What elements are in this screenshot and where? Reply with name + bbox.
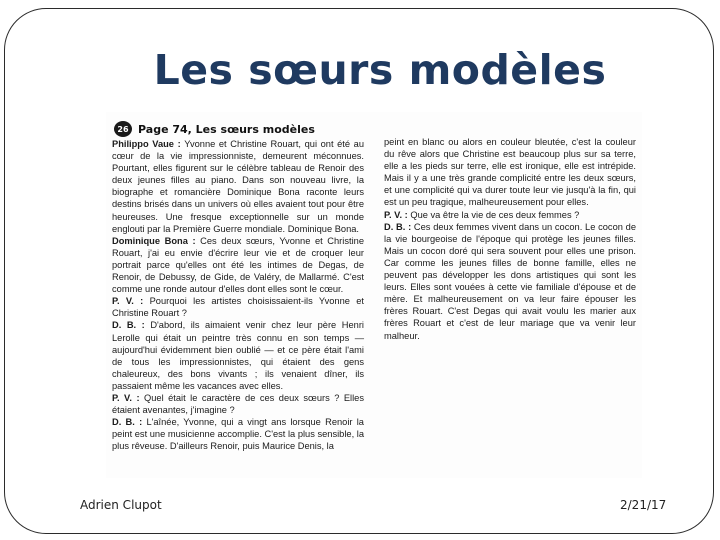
slide-title: Les sœurs modèles (153, 46, 607, 94)
speaker-label: P. V. : (384, 209, 411, 220)
transcript-paragraph (112, 138, 364, 235)
footer-author: Adrien Clupot (80, 498, 162, 512)
speaker-label: P. V. : (112, 296, 150, 307)
paragraph-text: Que va être la vie de ces deux femmes ? (410, 209, 580, 220)
paragraph-text: Yvonne et Christine Rouart, qui ont été au cœur de la vie impressionniste, demeurent méconnues. Pourtant, elles figurent sur le célèbre tableau de Renoir des deux jeunes filles au piano. Dans son nouveau livre, la biographe et romancière Dominique Bona raconte leurs destins brisés dans un univers où elles avaient tout pour être heureuses. Une fresque exceptionnelle sur un monde englouti par la Première Guerre mondiale. Dominique Bona. (112, 139, 364, 234)
paragraph-text: peint en blanc ou alors en couleur bleutée, c'est la couleur du rêve alors que Christine est beaucoup plus sur sa terre, elle a les pieds sur terre, elle est ironique, elle est intrépide. Mais il y a une très grande complicité entre les deux sœurs, et une complicité qui va durer toute leur vie jusqu'à la fin, qui est un peu tragique, malheureusement pour elles. (384, 137, 636, 208)
paragraph-text: Ces deux sœurs, Yvonne et Christine Rouart, j'ai eu envie d'écrire leur vie et de croquer leur portrait parce qu'elles ont été les intimes de Degas, de Renoir, de Debussy, de Gide, de Valéry, de Mallarmé. C'est comme une ronde autour d'elles dont elles sont le cœur. (112, 235, 364, 295)
transcript-paragraph (384, 221, 636, 342)
speaker-label: Philippo Vaue : (112, 139, 185, 149)
transcript-paragraph (112, 295, 364, 319)
transcript-paragraph (112, 235, 364, 295)
scanned-page (106, 112, 642, 478)
transcript-paragraph (384, 136, 636, 209)
transcript-paragraph (112, 416, 364, 452)
footer-date: 2/21/17 (620, 498, 667, 512)
paragraph-text: Ces deux femmes vivent dans un cocon. Le cocon de la vie bourgeoise de l'époque qui protège les jeunes filles. Mais un cocon doré qui sera souvent pour elles une prison. Car comme les jeunes filles de bonne famille, elles ne peuvent pas développer les dons artistiques qui sont les leurs. Elles sont vouées à cette vie familiale d'épouse et de mère. Et malheureusement on va leur faire épouser les frères Rouart. C'est Degas qui avait voulu les marier aux frères Rouart et c'est de leur mariage que va venir leur malheur. (384, 221, 636, 341)
text-column-left (112, 138, 364, 452)
page-reference: Page 74, Les sœurs modèles (138, 122, 315, 136)
scan-header (114, 118, 315, 140)
transcript-paragraph (384, 209, 636, 221)
exercise-number-badge: 26 (114, 121, 132, 137)
paragraph-text: Pourquoi les artistes choisissaient-ils Yvonne et Christine Rouart ? (112, 296, 364, 319)
speaker-label: D. B. : (112, 320, 151, 331)
transcript-paragraph (112, 319, 364, 392)
paragraph-text: Quel était le caractère de ces deux sœurs ? Elles étaient avenantes, j'imagine ? (112, 392, 364, 416)
speaker-label: D. B. : (112, 417, 147, 428)
speaker-label: Dominique Bona : (112, 235, 201, 246)
text-column-right (384, 136, 636, 342)
transcript-paragraph (112, 392, 364, 416)
paragraph-text: L'aînée, Yvonne, qui a vingt ans lorsque Renoir la peint est une musicienne accomplie. C'est la plus sensible, la plus rêveuse. D'ailleurs Renoir, puis Maurice Denis, la (112, 417, 364, 452)
paragraph-text: D'abord, ils aimaient venir chez leur père Henri Lerolle qui était un peintre très connu en son temps — aujourd'hui évidemment bien oublié — et ce père était l'ami de tous les impressionnistes, qui étaient des gens chaleureux, des bons vivants ; ils venaient dîner, ils passaient même les vacances avec elles. (112, 320, 364, 391)
speaker-label: D. B. : (384, 221, 414, 232)
speaker-label: P. V. : (112, 392, 144, 403)
